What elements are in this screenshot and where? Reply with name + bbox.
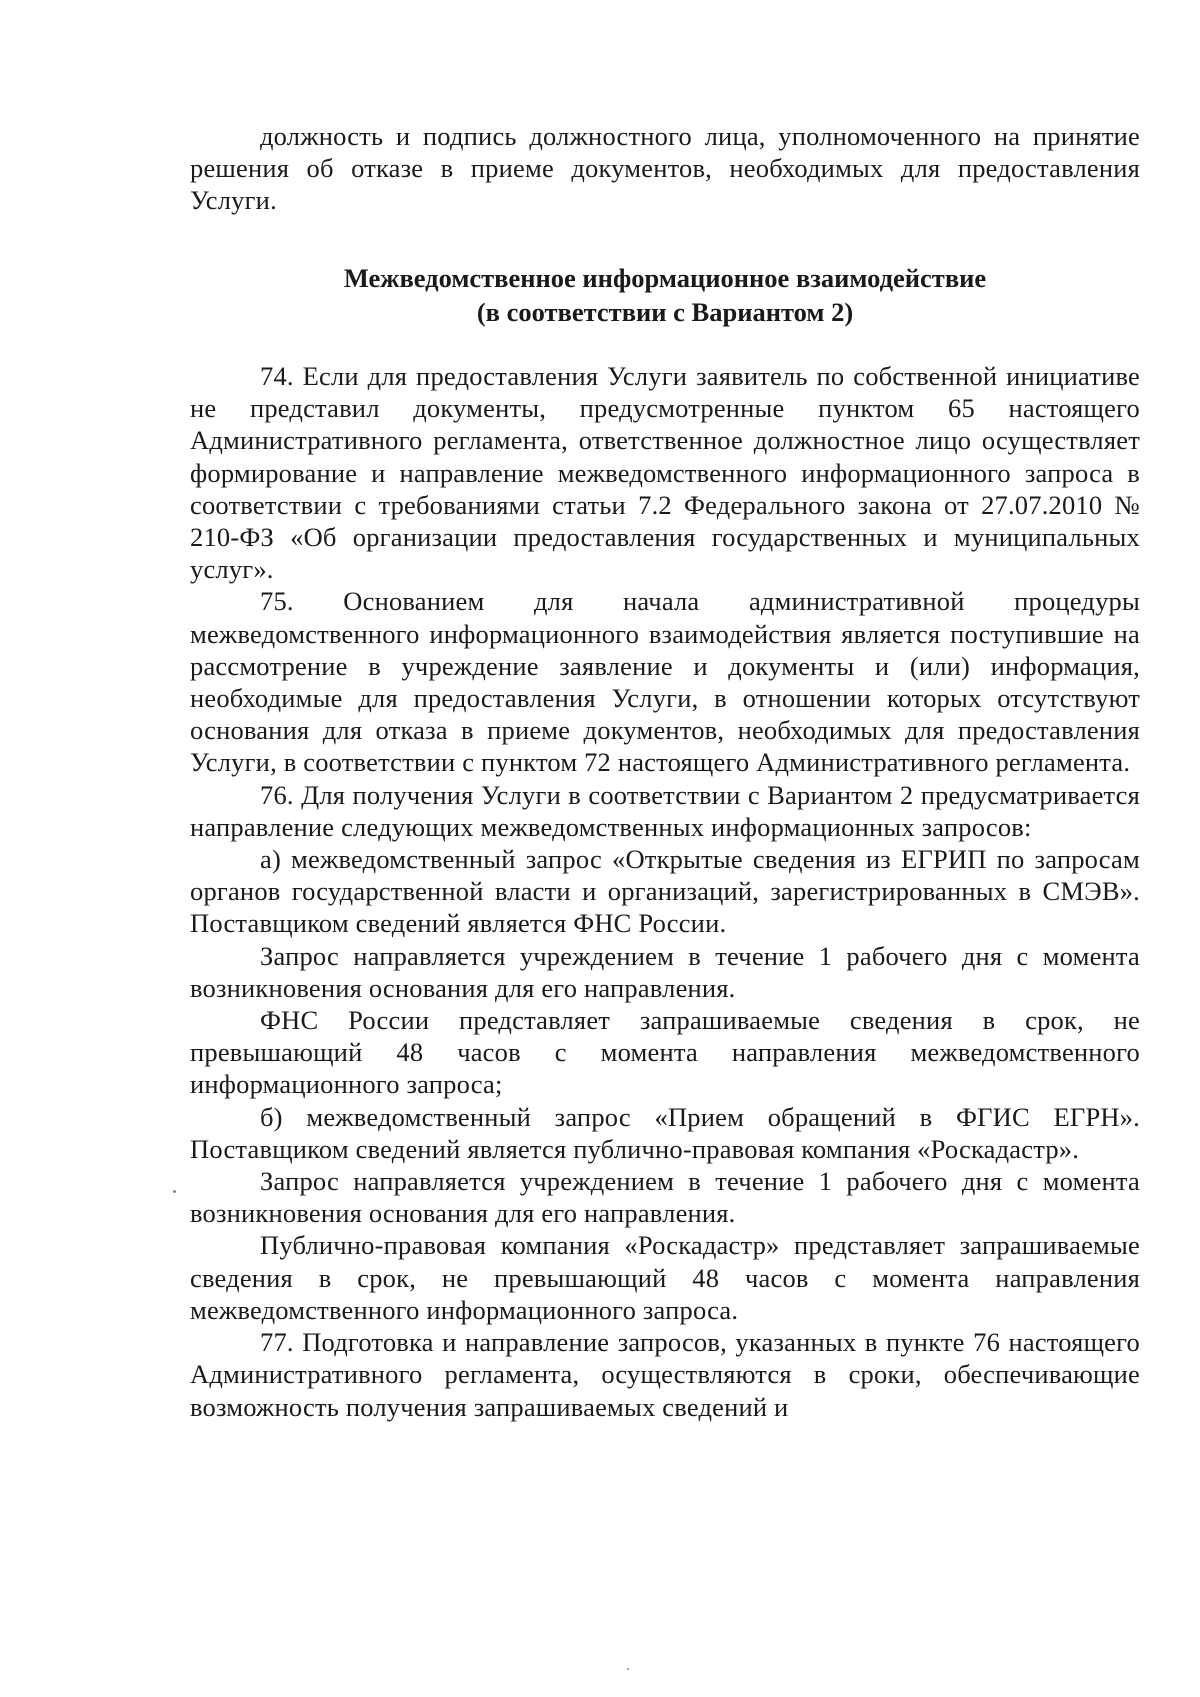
paragraph-76-b: б) межведомственный запрос «Прием обращений в ФГИС ЕГРН». Поставщиком сведений является публично-правовая компания «Роскадастр».: [190, 1101, 1140, 1164]
paragraph-76-a-request: Запрос направляется учреждением в течение 1 рабочего дня с момента возникновения основания для его направления.: [190, 940, 1140, 1003]
section-heading-line-2: (в соответствии с Вариантом 2): [476, 297, 854, 327]
section-heading-line-1: Межведомственное информационное взаимодействие: [343, 263, 987, 293]
scan-speck: [173, 1190, 176, 1193]
paragraph-76-a-term: ФНС России представляет запрашиваемые сведения в срок, не превышающий 48 часов с момента направления межведомственного информационного запроса;: [190, 1005, 1140, 1100]
paragraph-74: 74. Если для предоставления Услуги заявитель по собственной инициативе не представил документы, предусмотренные пунктом 65 настоящего Административного регламента, ответственное должностное лицо осуществляет формирование и направление межведомственного информационного запроса в соответствии с требованиями статьи 7.2 Федерального закона от 27.07.2010 № 210-ФЗ «Об организации предоставления государственных и муниципальных услуг».: [190, 361, 1140, 585]
top-paragraph-block: [190, 120, 1140, 217]
paragraph-76-b-request: Запрос направляется учреждением в течение 1 рабочего дня с момента возникновения основания для его направления.: [190, 1166, 1140, 1229]
paragraph-76: 76. Для получения Услуги в соответствии с Вариантом 2 предусматривается направление следующих межведомственных информационных запросов:: [190, 779, 1140, 842]
paragraph-76-a: а) межведомственный запрос «Открытые сведения из ЕГРИП по запросам органов государственной власти и организаций, зарегистрированных в СМЭВ». Поставщиком сведений является ФНС России.: [190, 844, 1140, 939]
main-text-block: [190, 360, 1140, 1423]
scan-speck: [627, 1668, 629, 1670]
paragraph-76-b-term: Публично-правовая компания «Роскадастр» представляет запрашиваемые сведения в срок, не превышающий 48 часов с момента направления межведомственного информационного запроса.: [190, 1230, 1140, 1325]
paragraph-77: 77. Подготовка и направление запросов, указанных в пункте 76 настоящего Административного регламента, осуществляются в сроки, обеспечивающие возможность получения запрашиваемых сведений и: [190, 1327, 1140, 1422]
section-heading: [190, 261, 1140, 329]
paragraph-75: 75. Основанием для начала административной процедуры межведомственного информационного взаимодействия является поступившие на рассмотрение в учреждение заявление и документы и (или) информация, необходимые для предоставления Услуги, в отношении которых отсутствуют основания для отказа в приеме документов, необходимых для предоставления Услуги, в соответствии с пунктом 72 настоящего Административного регламента.: [190, 586, 1140, 778]
top-paragraph: должность и подпись должностного лица, уполномоченного на принятие решения об отказе в приеме документов, необходимых для предоставления Услуги.: [190, 121, 1140, 216]
